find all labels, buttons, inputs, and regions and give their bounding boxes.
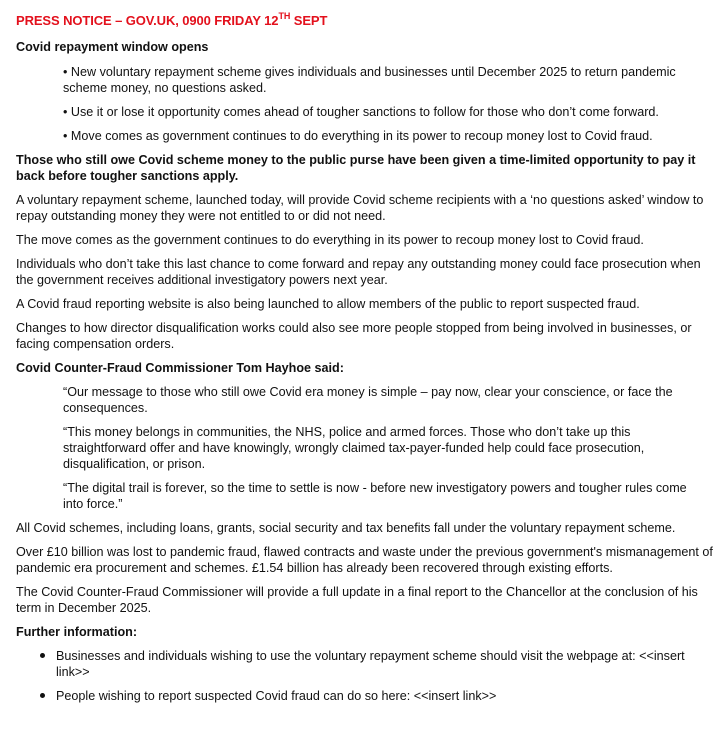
body-paragraph: Individuals who don’t take this last chance to come forward and repay any outstanding money could face prosecution when the government receives additional investigatory powers next year. [16,257,701,287]
further-info-list [16,648,713,704]
title-suffix: SEPT [290,13,328,28]
further-info-text: People wishing to report suspected Covid fraud can do so here: <<insert link>> [56,689,497,703]
quote-heading: Covid Counter-Fraud Commissioner Tom Hayhoe said: [16,361,344,375]
title-prefix: PRESS NOTICE – GOV.UK, 0900 FRIDAY 12 [16,13,279,28]
bullet-icon [40,653,45,658]
headline: Covid repayment window opens [16,40,209,54]
title-ordinal-suffix: TH [278,11,291,21]
commissioner-quotes [16,384,713,512]
body-paragraph: A voluntary repayment scheme, launched today, will provide Covid scheme recipients with a ‘no questions asked’ window to repay outstanding money they were not entitled to or did not need. [16,193,704,223]
further-info-text: Businesses and individuals wishing to use the voluntary repayment scheme should visit the webpage at: <<insert link>> [56,649,685,679]
body-paragraph: A Covid fraud reporting website is also being launched to allow members of the public to report suspected fraud. [16,297,640,311]
further-info-heading: Further information: [16,625,138,639]
closing-paragraph: Over £10 billion was lost to pandemic fraud, flawed contracts and waste under the previous government's mismanagement of pandemic era procurement and schemes. £1.54 billion has already been recovered through existing efforts. [16,545,713,575]
body-paragraph: Changes to how director disqualification works could also see more people stopped from being involved in businesses, or facing compensation orders. [16,321,692,351]
closing-paragraph: All Covid schemes, including loans, grants, social security and tax benefits fall under the voluntary repayment scheme. [16,521,676,535]
further-info-item [38,688,713,704]
press-notice-title [16,10,713,32]
quote-paragraph: “This money belongs in communities, the NHS, police and armed forces. Those who don’t take up this straightforward offer and have knowingly, wrongly claimed tax-payer-funded help could face prosecution, disqualification, or prison. [63,425,645,471]
closing-paragraph: The Covid Counter-Fraud Commissioner will provide a full update in a final report to the Chancellor at the conclusion of his term in December 2025. [16,585,698,615]
quote-paragraph: “Our message to those who still owe Covid era money is simple – pay now, clear your conscience, or face the consequences. [63,385,673,415]
quote-paragraph: “The digital trail is forever, so the time to settle is now - before new investigatory powers and tougher rules come into force.” [63,481,687,511]
summary-bullet: • New voluntary repayment scheme gives individuals and businesses until December 2025 to return pandemic scheme money, no questions asked. [63,65,676,95]
summary-bullet: • Move comes as government continues to do everything in its power to recoup money lost to Covid fraud. [63,129,653,143]
further-info-item [38,648,713,680]
body-paragraph: The move comes as the government continues to do everything in its power to recoup money lost to Covid fraud. [16,233,644,247]
lead-paragraph: Those who still owe Covid scheme money to the public purse have been given a time-limited opportunity to pay it back before tougher sanctions apply. [16,153,696,183]
summary-bullet: • Use it or lose it opportunity comes ahead of tougher sanctions to follow for those who don’t come forward. [63,105,659,119]
summary-bullets [16,64,713,144]
bullet-icon [40,693,45,698]
